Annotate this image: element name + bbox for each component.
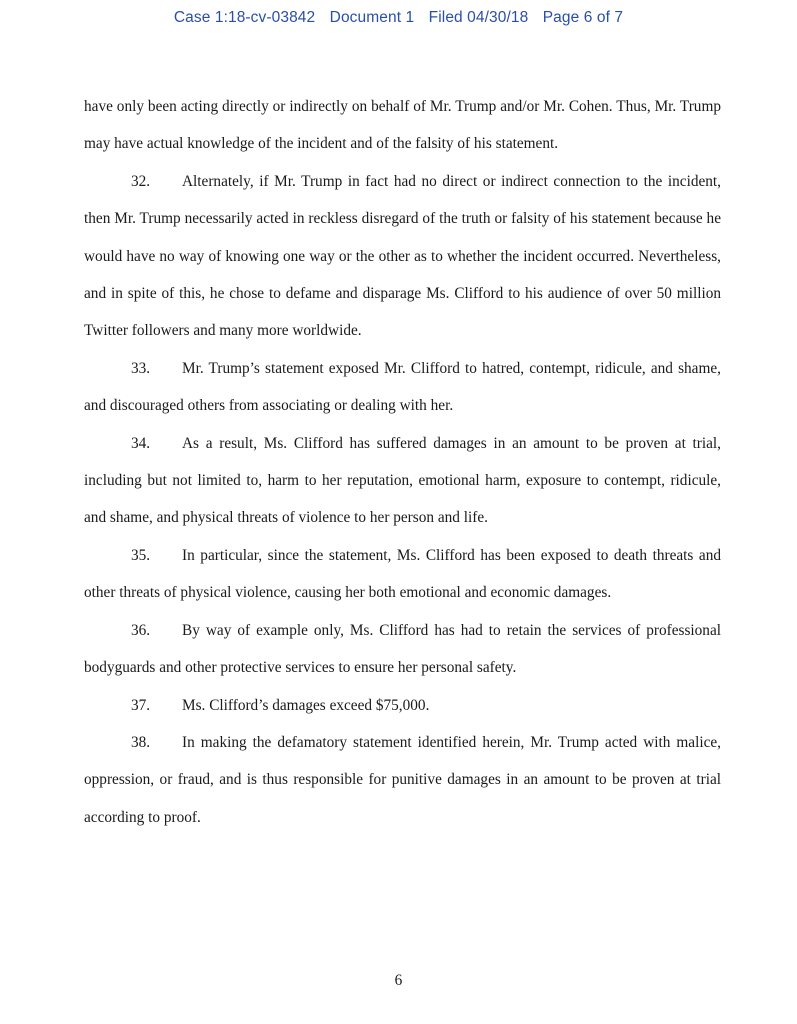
paragraph-35 [84,537,721,612]
paragraph-number: 32. [131,172,151,190]
paragraph-text: Ms. Clifford’s damages exceed $75,000. [182,696,430,714]
paragraph-38 [84,724,721,836]
paragraph-text: Mr. Trump’s statement exposed Mr. Clifford to hatred, contempt, ridicule, and shame, and discouraged others from associating or dealing with her. [84,359,721,415]
page-number: 6 [394,972,403,989]
paragraph-text: Alternately, if Mr. Trump in fact had no direct or indirect connection to the incident, then Mr. Trump necessarily acted in reckless disregard of the truth or falsity of his statement because he would have no way of knowing one way or the other as to whether the incident occurred. Nevertheless, and in spite of this, he chose to defame and disparage Ms. Clifford to his audience of over 50 million Twitter followers and many more worldwide. [84,172,721,340]
paragraph-number: 36. [131,621,151,639]
paragraph-32 [84,163,721,350]
document-body [84,88,721,836]
paragraph-number: 38. [131,733,151,751]
paragraph-number: 37. [131,696,151,714]
paragraph-text: have only been acting directly or indirectly on behalf of Mr. Trump and/or Mr. Cohen. Thus, Mr. Trump may have actual knowledge of the incident and of the falsity of his statement. [84,98,721,153]
case-number: Case 1:18-cv-03842 [173,9,316,26]
paragraph-36 [84,612,721,687]
paragraph-37 [84,687,721,724]
paragraph-continued [84,88,721,163]
paragraph-number: 33. [131,359,151,377]
paragraph-text: As a result, Ms. Clifford has suffered damages in an amount to be proven at trial, including but not limited to, harm to her reputation, emotional harm, exposure to contempt, ridicule, and shame, and physical threats of violence to her person and life. [84,434,721,527]
paragraph-text: In making the defamatory statement identified herein, Mr. Trump acted with malice, oppression, or fraud, and is thus responsible for punitive damages in an amount to be proven at trial according to proof. [84,733,721,826]
filed-date: Filed 04/30/18 [428,9,529,26]
paragraph-text: In particular, since the statement, Ms. Clifford has been exposed to death threats and other threats of physical violence, causing her both emotional and economic damages. [84,546,721,602]
paragraph-number: 34. [131,434,151,452]
document-number: Document 1 [329,9,415,26]
paragraph-number: 35. [131,546,151,564]
paragraph-text: By way of example only, Ms. Clifford has had to retain the services of professional bodyguards and other protective services to ensure her personal safety. [84,621,721,677]
paragraph-34 [84,425,721,537]
paragraph-33 [84,350,721,425]
court-filing-header [0,9,797,27]
page-indicator: Page 6 of 7 [542,9,624,26]
